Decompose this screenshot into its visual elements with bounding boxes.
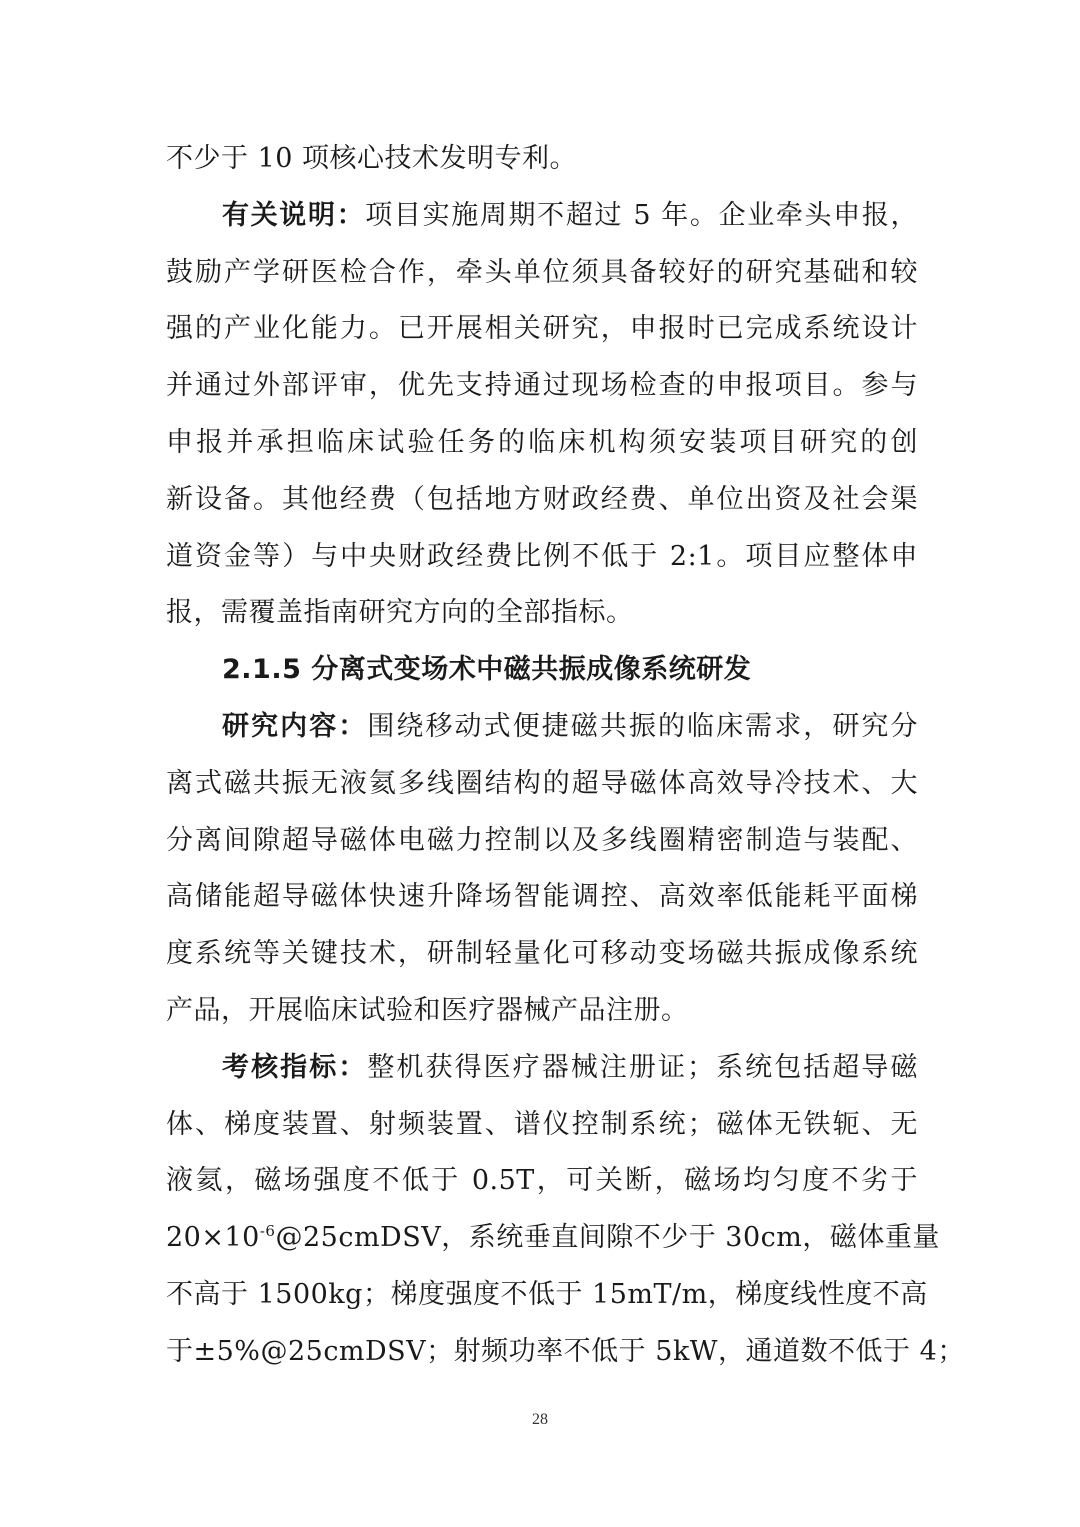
line-text: 围绕移动式便捷磁共振的临床需求，研究分 — [367, 710, 919, 742]
line-text: 整机获得医疗器械注册证；系统包括超导磁 — [367, 1051, 919, 1083]
text-line — [166, 1210, 940, 1267]
text-line — [166, 358, 918, 415]
text-line — [166, 415, 918, 472]
body-text — [166, 131, 965, 1381]
line-text: @25cmDSV，系统垂直间隙不少于 30cm，磁体重量 — [275, 1222, 940, 1254]
section-heading — [166, 642, 918, 699]
section-label: 研究内容： — [222, 710, 368, 742]
formula-base: 20×10 — [166, 1222, 260, 1254]
heading-text: 2.1.5 分离式变场术中磁共振成像系统研发 — [222, 654, 752, 686]
text-line — [166, 131, 918, 188]
line-text: 分离间隙超导磁体电磁力控制以及多线圈精密制造与装配、 — [166, 824, 918, 856]
line-text: 新设备。其他经费（包括地方财政经费、单位出资及社会渠 — [166, 483, 918, 515]
formula-exponent: -6 — [259, 1222, 276, 1241]
text-line — [166, 983, 918, 1040]
page-number: 28 — [532, 1411, 548, 1428]
line-text: 项目实施周期不超过 5 年。企业牵头申报， — [365, 199, 919, 231]
section-label: 有关说明： — [222, 199, 366, 231]
line-text: 鼓励产学研医检合作，牵头单位须具备较好的研究基础和较 — [166, 256, 918, 288]
line-text: 度系统等关键技术，研制轻量化可移动变场磁共振成像系统 — [166, 938, 918, 970]
text-line — [166, 1267, 928, 1324]
line-text: 不少于 10 项核心技术发明专利。 — [166, 143, 578, 174]
text-line — [166, 926, 918, 983]
text-line — [166, 529, 918, 586]
line-text: 道资金等）与中央财政经费比例不低于 2:1。项目应整体申 — [166, 540, 918, 572]
line-text: 不高于 1500kg；梯度强度不低于 15mT/m，梯度线性度不高 — [166, 1278, 928, 1310]
text-line — [166, 1153, 918, 1210]
text-line — [166, 301, 918, 358]
text-line — [166, 472, 918, 529]
line-text: 产品，开展临床试验和医疗器械产品注册。 — [166, 994, 689, 1026]
line-text: 于±5%@25cmDSV；射频功率不低于 5kW，通道数不低于 4； — [166, 1335, 965, 1367]
line-text: 离式磁共振无液氦多线圈结构的超导磁体高效导冷技术、大 — [166, 767, 918, 799]
text-line — [166, 1040, 918, 1097]
line-text: 申报并承担临床试验任务的临床机构须安装项目研究的创 — [166, 426, 918, 458]
text-line — [166, 813, 918, 870]
text-line — [166, 756, 918, 813]
text-line — [166, 245, 918, 302]
text-line — [166, 1097, 918, 1154]
line-text: 强的产业化能力。已开展相关研究，申报时已完成系统设计 — [166, 313, 918, 345]
section-label: 考核指标： — [222, 1051, 368, 1083]
text-line — [166, 188, 918, 245]
line-text: 报，需覆盖指南研究方向的全部指标。 — [166, 597, 634, 629]
line-text: 液氦，磁场强度不低于 0.5T，可关断，磁场均匀度不劣于 — [166, 1165, 918, 1197]
text-line — [166, 585, 918, 642]
text-line — [166, 869, 918, 926]
line-text: 并通过外部评审，优先支持通过现场检查的申报项目。参与 — [166, 370, 918, 402]
text-line — [166, 699, 918, 756]
line-text: 体、梯度装置、射频装置、谱仪控制系统；磁体无铁轭、无 — [166, 1108, 918, 1140]
text-line — [166, 1324, 965, 1381]
line-text: 高储能超导磁体快速升降场智能调控、高效率低能耗平面梯 — [166, 881, 918, 913]
